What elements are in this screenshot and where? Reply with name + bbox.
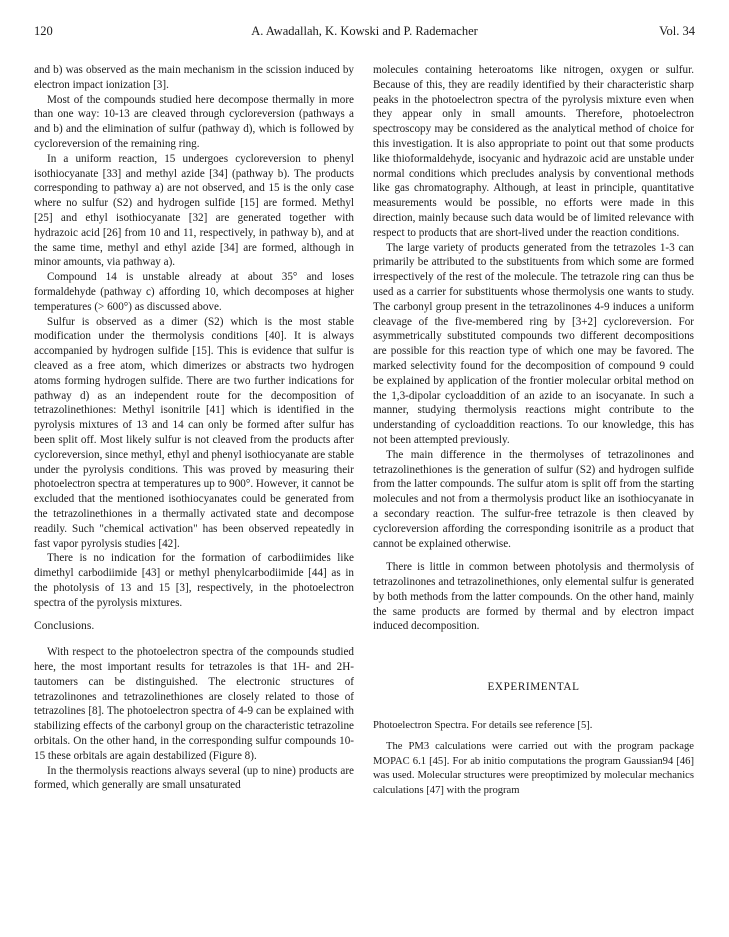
paragraph: In a uniform reaction, 15 undergoes cycloreversion to phenyl isothiocyanate [33] and methyl azide [34] (pathway b). The products corresponding to pathway a) are not observed, and 15 is the only case where no sulfur (S2) and hydrogen sulfide [15] are formed. Methyl [25] and ethyl isothiocyanate [32] are generated together with hydrazoic acid [26] from 10 and 11, respectively, in pathway b), and at the same time, methyl and ethyl azide [34] are formed, although in minor amounts, via pathway a). (34, 152, 354, 269)
paragraph: With respect to the photoelectron spectra of the compounds studied here, the most important results for tetrazoles is that 1H- and 2H-tautomers can be distinguished. The electronic structures of tetrazolinones and tetrazolinethiones are closely related to those of tetrazolines [8]. The photoelectron spectra of 4-9 can be explained with stabilizing effects of the carbonyl group on the characteristic tetrazoline orbitals. On the other hand, in the corresponding sulfur compounds 10-15 these orbitals are again destabilized (Figure 8). (34, 646, 354, 762)
paragraph: The main difference in the thermolyses of tetrazolinones and tetrazolinethiones is the generation of sulfur (S2) and hydrogen sulfide from the latter compounds. The sulfur atom is split off from the starting molecules and not from a thermolysis product like an isothiocyanate in a secondary reaction. The sulfur-free tetrazole is then cleaved by cycloreversion affording the corresponding isonitrile as a product that cannot be explained otherwise. (373, 448, 694, 550)
paragraph: There is little in common between photolysis and thermolysis of tetrazolinones and tetrazolinethiones, only elemental sulfur is generated by both methods from the latter compounds. On the other hand, mainly the same products are formed by thermal and by electron impact induced decomposition. (373, 561, 694, 633)
paragraph: Most of the compounds studied here decompose thermally in more than one way: 10-13 are cleaved through cycloreversion (pathways a and b) and the elimination of sulfur (pathway d), which is followed by cycloreversion of the remaining ring. (34, 93, 354, 150)
left-column (34, 63, 354, 793)
running-authors: A. Awadallah, K. Kowski and P. Rademacher (251, 24, 478, 38)
paragraph: In the thermolysis reactions always several (up to nine) products are formed, which generally are small unsaturated (34, 764, 354, 792)
volume-label: Vol. 34 (659, 24, 695, 38)
paragraph: The PM3 calculations were carried out with the program package MOPAC 6.1 [45]. For ab initio computations the program Gaussian94 [46] was used. Molecular structures were preoptimized by molecular mechanics calculations [47] with the program (373, 740, 694, 797)
paragraph: and b) was observed as the main mechanism in the scission induced by electron impact ionization [3]. (34, 64, 354, 91)
right-column (373, 63, 694, 799)
running-header (34, 24, 695, 42)
paragraph: Photoelectron Spectra. For details see reference [5]. (373, 720, 593, 732)
paragraph: The large variety of products generated from the tetrazoles 1-3 can primarily be attributed to the substituents from which some are formed irrespectively of the rest of the molecule. The tetrazole ring can thus be used as a carrier for substituents whose thermolysis one wants to study. The carbonyl group present in the tetrazolinones 4-9 induces a uniform cleavage of the five-membered ring by [3+2] cycloreversion. For asymmetrically substituted compounds two different decompositions are possible for this reaction type of which one may be favored. The marked selectivity found for the decomposition of compound 9 could be explained by application of the frontier molecular orbital method on the 1,3-dipolar cycloaddition of an azide to an isocyanate. In such a manner, studying thermolysis reactions might contribute to the understanding of cycloaddition reactions. To our knowledge, this has not been attempted previously. (373, 241, 694, 446)
paragraph: molecules containing heteroatoms like nitrogen, oxygen or sulfur. Because of this, they are readily identified by their characteristic sharp peaks in the photoelectron spectra of the pyrolysis mixture even when they appear only in small amounts. Therefore, photoelectron spectroscopy may be considered as the analytical method of choice for this investigation. It is also appropriate to point out that some products like thioformaldehyde, isocyanic and hydrazoic acid are unstable under normal conditions which precludes analysis by conventional methods like gas chromatography. Although, at least in principle, quantitative measurements would be possible, no efforts were made in this direction, mainly because such data would be of limited relevance with respect to products that are short-lived under the reaction conditions. (373, 64, 694, 239)
page-number: 120 (34, 24, 53, 38)
paragraph: Compound 14 is unstable already at about 35° and loses formaldehyde (pathway c) affording 10, which decomposes at higher temperatures (> 600°) as discussed above. (34, 271, 354, 313)
paragraph: There is no indication for the formation of carbodiimides like dimethyl carbodiimide [43] or methyl phenylcarbodiimide [44] as in the photolysis of 13 and 15 [3], respectively, in the photoelectron spectra of the pyrolysis mixtures. (34, 552, 354, 609)
conclusions-heading: Conclusions. (34, 619, 95, 633)
paragraph: Sulfur is observed as a dimer (S2) which is the most stable modification under the thermolysis conditions [40]. It is always accompanied by hydrogen sulfide [15]. This is evidence that sulfur is cleaved as a free atom, which dimerizes or abstracts two hydrogen atoms forming hydrogen sulfide. There are two further indications for pathway d) as an independent route for the decomposition of tetrazolinethiones: Methyl isonitrile [41] which is identified in the pyrolysis mixtures of 13 and 14 can only be formed after sulfur has been split off. Most likely sulfur is not cleaved from the products after cycloreversion, since methyl, ethyl and phenyl isothiocyanate are stable under the pyrolysis conditions. This was proved by measuring their photoelectron spectra at temperatures up to 900°. However, it cannot be excluded that the mentioned isothiocyanates could be generated from the tetrazolinethiones in a thermally activated state and decompose readily. Such "chemical activation" has been observed repeatedly in fast vapor pyrolysis studies [42]. (34, 315, 354, 550)
experimental-heading: EXPERIMENTAL (487, 681, 580, 694)
